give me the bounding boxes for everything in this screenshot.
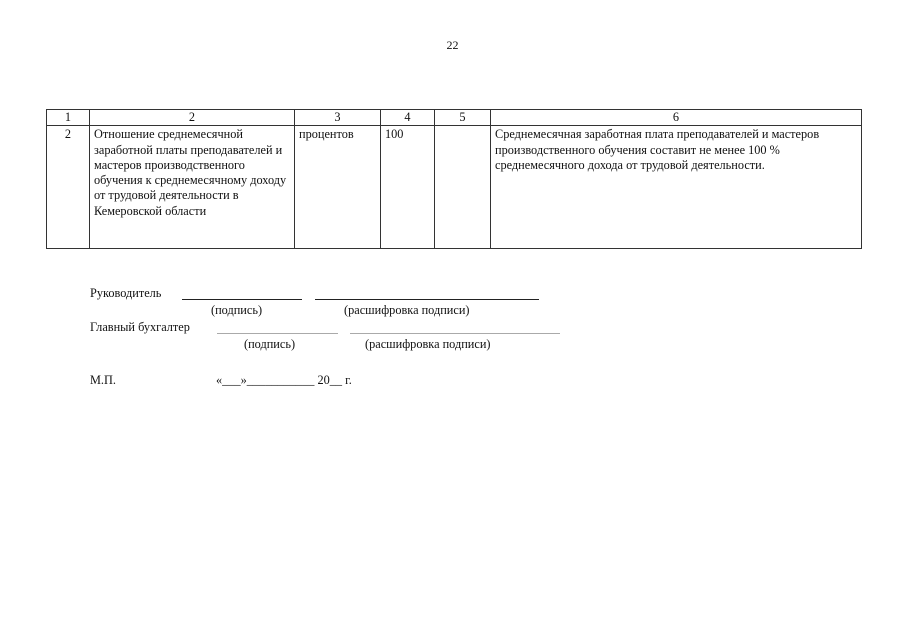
indicator-table <box>46 109 862 249</box>
date-line: «___»___________ 20__ г. <box>216 373 352 387</box>
description-cell: Среднемесячная заработная плата преподавателей и мастеров производственного обучения составит не менее 100 % среднемесячного дохода от трудовой деятельности. <box>491 126 862 249</box>
head-signature-line <box>182 299 302 300</box>
page-number: 22 <box>446 38 459 52</box>
accountant-decode-line <box>350 333 560 334</box>
accountant-label: Главный бухгалтер <box>90 320 190 334</box>
head-sign-caption: (подпись) <box>211 303 263 317</box>
header-cell-4: 4 <box>381 110 435 126</box>
indicator-name-cell: Отношение среднемесячной заработной платы преподавателей и мастеров производственного обучения к среднемесячному доходу от трудовой деятельности в Кемеровской области <box>90 126 295 249</box>
head-label: Руководитель <box>90 286 162 300</box>
head-decode-caption: (расшифровка подписи) <box>344 303 470 317</box>
header-cell-2: 2 <box>90 110 295 126</box>
empty-cell <box>435 126 491 249</box>
value-cell: 100 <box>381 126 435 249</box>
table-row <box>47 126 862 249</box>
header-cell-1: 1 <box>47 110 90 126</box>
header-cell-6: 6 <box>491 110 862 126</box>
unit-cell: процентов <box>295 126 381 249</box>
accountant-decode-caption: (расшифровка подписи) <box>365 337 491 351</box>
stamp-label: М.П. <box>90 373 116 387</box>
header-cell-3: 3 <box>295 110 381 126</box>
row-number-cell: 2 <box>47 126 90 249</box>
head-decode-line <box>315 299 539 300</box>
accountant-sign-caption: (подпись) <box>244 337 296 351</box>
accountant-signature-line <box>217 333 338 334</box>
table-header-row <box>47 110 862 126</box>
header-cell-5: 5 <box>435 110 491 126</box>
